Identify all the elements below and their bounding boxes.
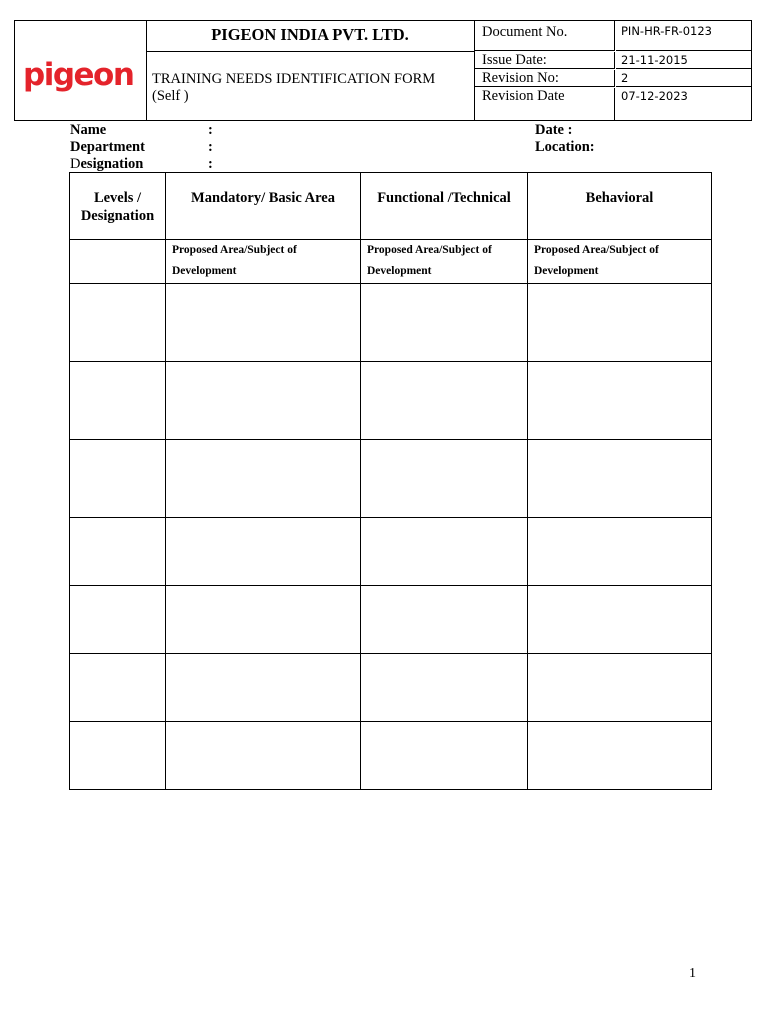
name-label: Name [70, 122, 107, 138]
table-row [70, 440, 712, 518]
level-cell[interactable] [70, 440, 166, 518]
table-row [70, 518, 712, 586]
mandatory-cell[interactable] [166, 654, 361, 722]
functional-cell[interactable] [361, 586, 528, 654]
behavioral-header: Behavioral [528, 173, 712, 240]
functional-cell[interactable] [361, 722, 528, 790]
proposed-area-behavioral: Proposed Area/Subject of Development [528, 240, 712, 284]
mandatory-cell[interactable] [166, 586, 361, 654]
mandatory-cell[interactable] [166, 722, 361, 790]
department-label: Department [70, 139, 145, 155]
functional-cell[interactable] [361, 284, 528, 362]
behavioral-cell[interactable] [528, 362, 712, 440]
level-cell[interactable] [70, 654, 166, 722]
mandatory-basic-area-header: Mandatory/ Basic Area [166, 173, 361, 240]
empty-cell [70, 240, 166, 284]
level-cell[interactable] [70, 586, 166, 654]
form-title-line1: TRAINING NEEDS IDENTIFICATION FORM [152, 71, 436, 87]
proposed-area-mandatory: Proposed Area/Subject of Development [166, 240, 361, 284]
behavioral-cell[interactable] [528, 284, 712, 362]
behavioral-cell[interactable] [528, 722, 712, 790]
form-title-line2: (Self ) [152, 88, 189, 104]
mandatory-cell[interactable] [166, 518, 361, 586]
company-name: PIGEON INDIA PVT. LTD. [146, 21, 475, 52]
table-row [70, 654, 712, 722]
date-label: Date : [535, 122, 573, 138]
revision-date-label: Revision Date [475, 88, 615, 120]
behavioral-cell[interactable] [528, 518, 712, 586]
issue-date-value: 21-11-2015 [616, 52, 752, 69]
designation-initial: D [70, 156, 81, 172]
level-cell[interactable] [70, 518, 166, 586]
document-no-value: PIN-HR-FR-0123 [616, 21, 752, 51]
name-colon: : [208, 122, 213, 138]
designation-rest: esignation [80, 156, 144, 172]
functional-cell[interactable] [361, 440, 528, 518]
designation-label [70, 156, 143, 173]
functional-cell[interactable] [361, 654, 528, 722]
pigeon-logo [21, 57, 143, 93]
document-header [14, 20, 752, 121]
table-row [70, 722, 712, 790]
mandatory-cell[interactable] [166, 440, 361, 518]
table-row [70, 586, 712, 654]
table-row [70, 362, 712, 440]
logo-cell [15, 21, 147, 120]
level-cell[interactable] [70, 722, 166, 790]
table-header-row [70, 173, 712, 240]
behavioral-cell[interactable] [528, 654, 712, 722]
location-label: Location: [535, 139, 595, 155]
document-no-label: Document No. [475, 21, 615, 51]
proposed-area-functional: Proposed Area/Subject of Development [361, 240, 528, 284]
designation-colon: : [208, 156, 213, 172]
mandatory-cell[interactable] [166, 284, 361, 362]
functional-technical-header: Functional /Technical [361, 173, 528, 240]
level-cell[interactable] [70, 284, 166, 362]
revision-date-value: 07-12-2023 [621, 89, 688, 103]
svg-text:pigeon: pigeon [23, 57, 134, 93]
functional-cell[interactable] [361, 362, 528, 440]
levels-designation-header: Levels / Designation [70, 173, 166, 240]
training-needs-table [69, 172, 712, 790]
revision-no-label: Revision No: [475, 70, 615, 87]
table-row [70, 284, 712, 362]
level-cell[interactable] [70, 362, 166, 440]
page-number: 1 [689, 966, 696, 981]
behavioral-cell[interactable] [528, 440, 712, 518]
behavioral-cell[interactable] [528, 586, 712, 654]
department-colon: : [208, 139, 213, 155]
mandatory-cell[interactable] [166, 362, 361, 440]
revision-no-value: 2 [616, 70, 752, 87]
functional-cell[interactable] [361, 518, 528, 586]
table-subheader-row [70, 240, 712, 284]
issue-date-label: Issue Date: [475, 52, 615, 69]
form-title [146, 52, 475, 120]
